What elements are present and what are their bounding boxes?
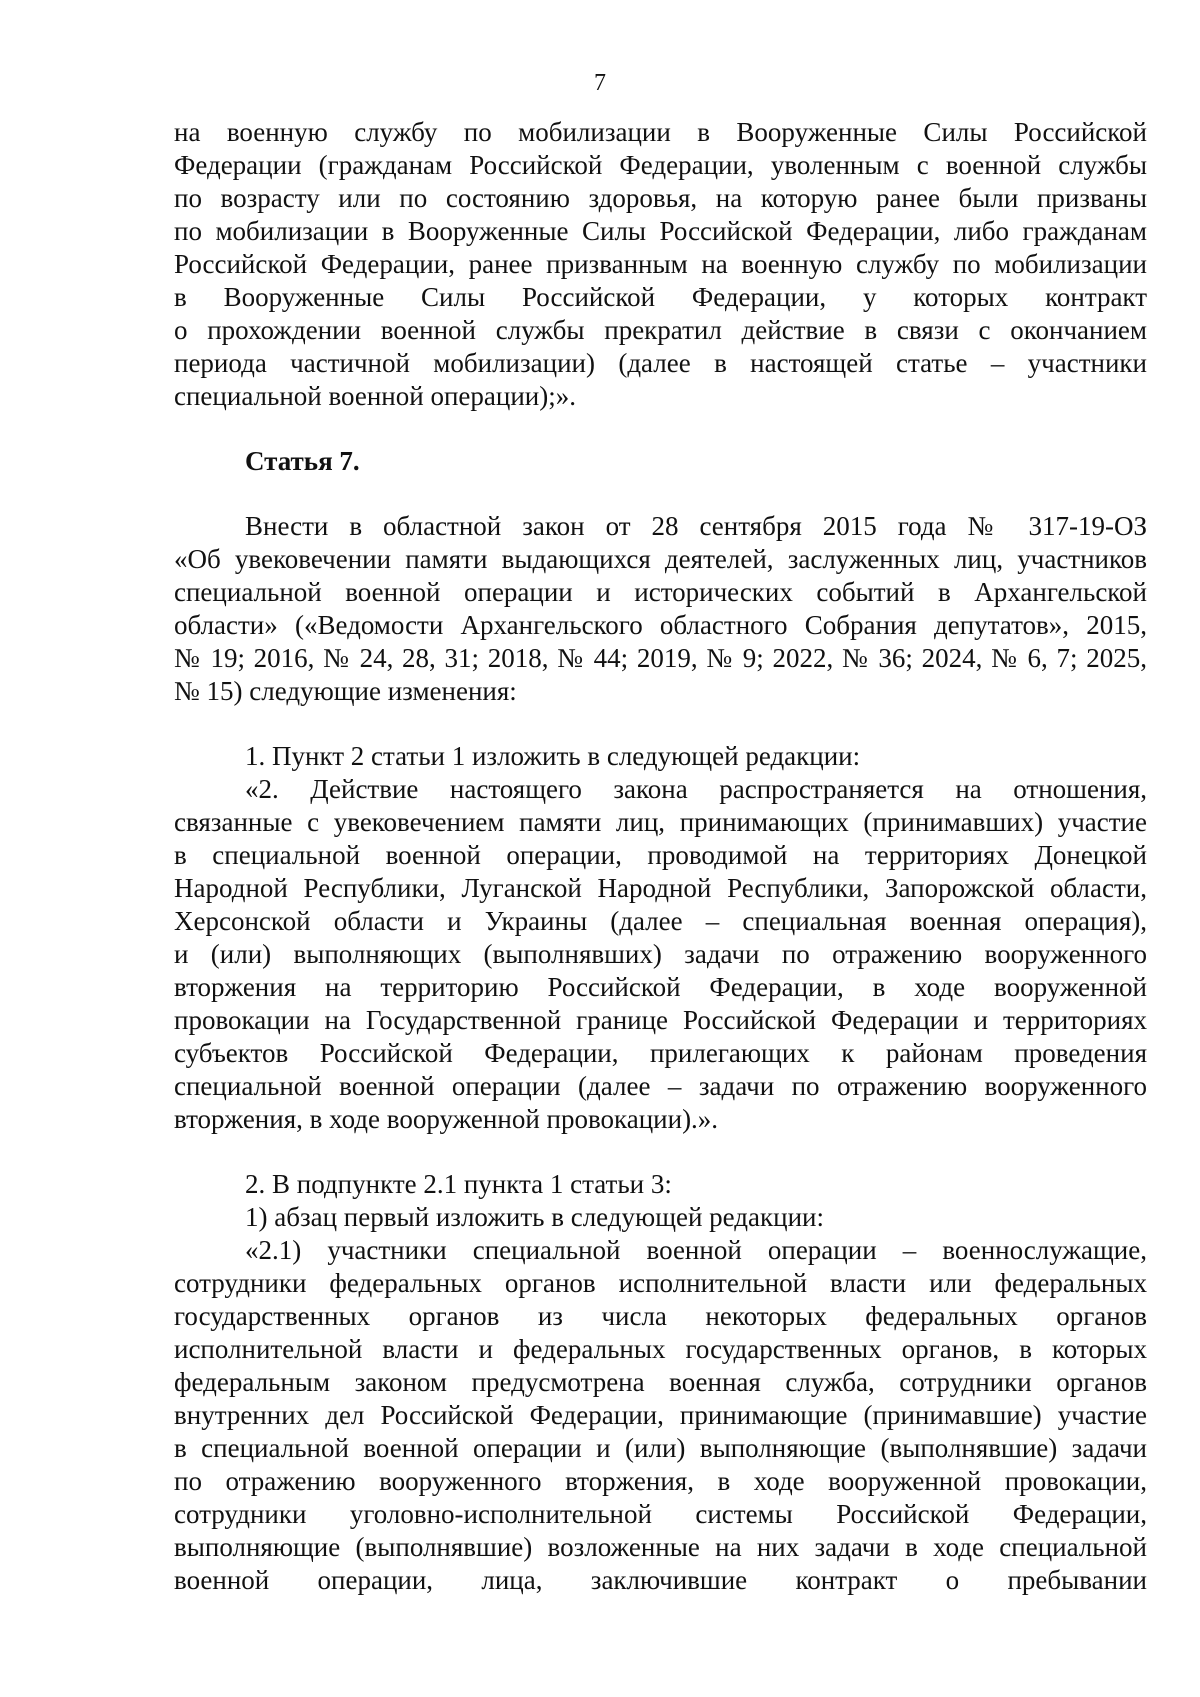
text-line: «2.1) участники специальной военной операции – военнослужащие, bbox=[245, 1235, 1147, 1265]
text-line: провокации на Государственной границе Российской Федерации и территориях bbox=[174, 1005, 1147, 1035]
text-line: по отражению вооруженного вторжения, в ходе вооруженной провокации, bbox=[174, 1466, 1147, 1496]
text-line: внутренних дел Российской Федерации, принимающие (принимавшие) участие bbox=[174, 1400, 1147, 1430]
text-line: в Вооруженные Силы Российской Федерации, у которых контракт bbox=[174, 282, 1147, 312]
list-item-1: 1. Пункт 2 статьи 1 изложить в следующей редакции: bbox=[245, 741, 861, 771]
text-line: в специальной военной операции, проводимой на территориях Донецкой bbox=[174, 840, 1147, 870]
text-line: специальной военной операции);». bbox=[174, 381, 576, 411]
text-line: вторжения, в ходе вооруженной провокации).». bbox=[174, 1104, 719, 1134]
text-line: военной операции, лица, заключившие контракт о пребывании bbox=[174, 1565, 1147, 1595]
text-line: Внести в областной закон от 28 сентября 2015 года № 317-19-ОЗ bbox=[245, 511, 1147, 541]
text-line: № 15) следующие изменения: bbox=[174, 676, 517, 706]
text-line: специальной военной операции (далее – задачи по отражению вооруженного bbox=[174, 1071, 1147, 1101]
text-line: выполняющие (выполнявшие) возложенные на них задачи в ходе специальной bbox=[174, 1532, 1147, 1562]
paragraph-continuation bbox=[174, 116, 1147, 413]
text-line: Российской Федерации, ранее призванным на военную службу по мобилизации bbox=[174, 249, 1147, 279]
list-item-2: 2. В подпункте 2.1 пункта 1 статьи 3: bbox=[245, 1169, 672, 1199]
article-heading: Статья 7. bbox=[245, 446, 360, 476]
text-line: «2. Действие настоящего закона распространяется на отношения, bbox=[245, 774, 1147, 804]
text-line: вторжения на территорию Российской Федерации, в ходе вооруженной bbox=[174, 972, 1147, 1002]
paragraph-gap bbox=[174, 413, 1147, 445]
text-line: и (или) выполняющих (выполнявших) задачи по отражению вооруженного bbox=[174, 939, 1147, 969]
sub-item-1: 1) абзац первый изложить в следующей редакции: bbox=[245, 1202, 824, 1232]
text-line: исполнительной власти и федеральных государственных органов, в которых bbox=[174, 1334, 1147, 1364]
paragraph-gap bbox=[174, 708, 1147, 740]
page-number: 7 bbox=[594, 70, 606, 96]
paragraph-gap bbox=[174, 1136, 1147, 1168]
paragraph-gap bbox=[174, 478, 1147, 510]
text-line: по мобилизации в Вооруженные Силы Российской Федерации, либо гражданам bbox=[174, 216, 1147, 246]
text-line: «Об увековечении памяти выдающихся деятелей, заслуженных лиц, участников bbox=[174, 544, 1147, 574]
text-line: на военную службу по мобилизации в Вооруженные Силы Российской bbox=[174, 117, 1147, 147]
document-body bbox=[174, 116, 1147, 1597]
text-line: области» («Ведомости Архангельского областного Собрания депутатов», 2015, bbox=[174, 610, 1147, 640]
paragraph-amendment-intro bbox=[174, 510, 1147, 708]
text-line: периода частичной мобилизации) (далее в настоящей статье – участники bbox=[174, 348, 1147, 378]
paragraph-quoted-point-2 bbox=[174, 773, 1147, 1136]
text-line: по возрасту или по состоянию здоровья, на которую ранее были призваны bbox=[174, 183, 1147, 213]
text-line: связанные с увековечением памяти лиц, принимающих (принимавших) участие bbox=[174, 807, 1147, 837]
text-line: Народной Республики, Луганской Народной Республики, Запорожской области, bbox=[174, 873, 1147, 903]
text-line: в специальной военной операции и (или) выполняющие (выполнявшие) задачи bbox=[174, 1433, 1147, 1463]
text-line: Херсонской области и Украины (далее – специальная военная операция), bbox=[174, 906, 1147, 936]
text-line: № 19; 2016, № 24, 28, 31; 2018, № 44; 2019, № 9; 2022, № 36; 2024, № 6, 7; 2025, bbox=[174, 643, 1147, 673]
text-line: сотрудники федеральных органов исполнительной власти или федеральных bbox=[174, 1268, 1147, 1298]
text-line: федеральным законом предусмотрена военная служба, сотрудники органов bbox=[174, 1367, 1147, 1397]
text-line: о прохождении военной службы прекратил действие в связи с окончанием bbox=[174, 315, 1147, 345]
text-line: государственных органов из числа некоторых федеральных органов bbox=[174, 1301, 1147, 1331]
text-line: специальной военной операции и исторических событий в Архангельской bbox=[174, 577, 1147, 607]
text-line: Федерации (гражданам Российской Федерации, уволенным с военной службы bbox=[174, 150, 1147, 180]
text-line: сотрудники уголовно-исполнительной системы Российской Федерации, bbox=[174, 1499, 1147, 1529]
text-line: субъектов Российской Федерации, прилегающих к районам проведения bbox=[174, 1038, 1147, 1068]
paragraph-quoted-2-1 bbox=[174, 1234, 1147, 1597]
